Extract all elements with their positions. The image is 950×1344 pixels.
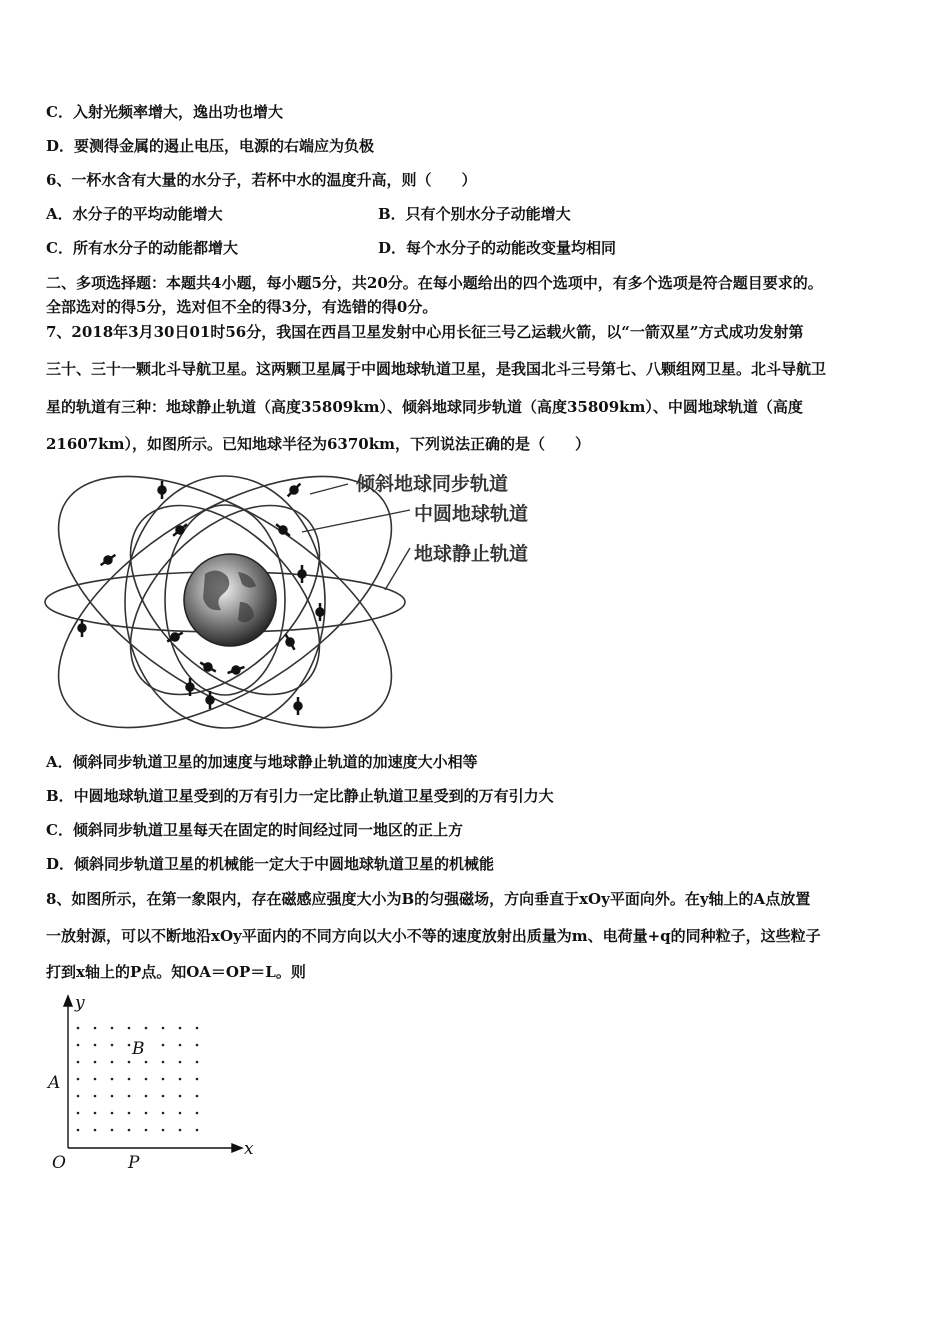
field-dot (196, 1112, 199, 1115)
field-dot (162, 1078, 165, 1081)
field-dot (77, 1095, 80, 1098)
y-axis-arrow (64, 996, 72, 1006)
field-dot (179, 1095, 182, 1098)
q8-stem-line2: 一放射源，可以不断地沿xOy平面内的不同方向以大小不等的速度放射出质量为m、电荷量+q的同种粒子，这些粒子 (46, 927, 821, 945)
field-dot (145, 1112, 148, 1115)
field-dot (196, 1129, 199, 1132)
field-dot (179, 1112, 182, 1115)
q7-stem-line1: 7、2018年3月30日01时56分，我国在西昌卫星发射中心用长征三号乙运载火箭，以“一箭双星”方式成功发射第 (46, 323, 804, 341)
field-dot (77, 1078, 80, 1081)
field-dot (162, 1112, 165, 1115)
field-dot (77, 1061, 80, 1064)
field-dot (145, 1061, 148, 1064)
field-b-label: B (132, 1039, 145, 1059)
q5-option-d: D．要测得金属的遏止电压，电源的右端应为负极 (46, 137, 375, 155)
x-axis-arrow (232, 1144, 242, 1152)
leader-line-inclined (310, 484, 348, 494)
field-dot (128, 1129, 131, 1132)
field-dot (77, 1027, 80, 1030)
label-medium-orbit: 中圆地球轨道 (414, 503, 529, 525)
field-dot (128, 1061, 131, 1064)
axis-label-y: y (75, 993, 85, 1013)
field-dot (179, 1129, 182, 1132)
field-dot (145, 1129, 148, 1132)
q7-stem-line3: 星的轨道有三种：地球静止轨道（高度35809km）、倾斜地球同步轨道（高度35809km）、中圆地球轨道（高度 (46, 398, 803, 416)
field-dot (111, 1078, 114, 1081)
q6-stem: 6、一杯水含有大量的水分子，若杯中水的温度升高，则（ ） (46, 171, 477, 189)
field-dot (94, 1061, 97, 1064)
field-dot (179, 1061, 182, 1064)
field-dot (179, 1044, 182, 1047)
field-dot (77, 1112, 80, 1115)
field-dot (196, 1044, 199, 1047)
field-dot (111, 1112, 114, 1115)
field-dot (111, 1095, 114, 1098)
field-dot (111, 1129, 114, 1132)
q8-stem-line3: 打到x轴上的P点。知OA＝OP＝L。则 (46, 963, 306, 981)
field-dot (77, 1129, 80, 1132)
field-dot (128, 1095, 131, 1098)
leader-line-medium (302, 510, 410, 532)
q6-option-c: C．所有水分子的动能都增大 (46, 239, 238, 257)
field-dot (145, 1078, 148, 1081)
field-dot (162, 1061, 165, 1064)
section2-heading: 二、多项选择题：本题共4小题，每小题5分，共20分。在每小题给出的四个选项中，有多个选项是符合题目要求的。 (46, 274, 823, 292)
field-dot (196, 1027, 199, 1030)
q7-option-c: C．倾斜同步轨道卫星每天在固定的时间经过同一地区的正上方 (46, 821, 463, 839)
field-dot (111, 1027, 114, 1030)
magnetic-field-diagram (40, 990, 270, 1180)
section2-scoring: 全部选对的得5分，选对但不全的得3分，有选错的得0分。 (46, 298, 438, 316)
q7-option-d: D．倾斜同步轨道卫星的机械能一定大于中圆地球轨道卫星的机械能 (46, 855, 495, 873)
field-dot (179, 1027, 182, 1030)
field-dot (196, 1061, 199, 1064)
field-dot (94, 1027, 97, 1030)
field-dot (145, 1027, 148, 1030)
q7-option-a: A．倾斜同步轨道卫星的加速度与地球静止轨道的加速度大小相等 (46, 753, 478, 771)
axis-label-x: x (244, 1139, 254, 1159)
field-dot (179, 1078, 182, 1081)
q7-stem-line4: 21607km），如图所示。已知地球半径为6370km，下列说法正确的是（ ） (46, 435, 590, 453)
field-dot (196, 1095, 199, 1098)
field-dot (128, 1027, 131, 1030)
leader-line-geo (385, 548, 410, 590)
field-dot (111, 1044, 114, 1047)
point-a-label: A (48, 1073, 61, 1093)
origin-label: O (52, 1153, 66, 1173)
orbit-diagram (40, 462, 560, 734)
field-dot (162, 1044, 165, 1047)
field-dot (94, 1129, 97, 1132)
field-dot (94, 1112, 97, 1115)
field-dot (145, 1095, 148, 1098)
label-geostationary-orbit: 地球静止轨道 (414, 543, 529, 565)
earth (184, 554, 276, 646)
field-dot (128, 1044, 131, 1047)
q6-option-d: D．每个水分子的动能改变量均相同 (378, 239, 617, 257)
q5-option-c: C．入射光频率增大，逸出功也增大 (46, 103, 283, 121)
q7-stem-line2: 三十、三十一颗北斗导航卫星。这两颗卫星属于中圆地球轨道卫星，是我国北斗三号第七、八颗组网卫星。北斗导航卫 (46, 360, 827, 378)
field-dot (162, 1027, 165, 1030)
field-dot (77, 1044, 80, 1047)
field-dot (111, 1061, 114, 1064)
q6-option-a: A．水分子的平均动能增大 (46, 205, 223, 223)
field-dot (128, 1078, 131, 1081)
label-inclined-orbit: 倾斜地球同步轨道 (356, 473, 509, 495)
q7-option-b: B．中圆地球轨道卫星受到的万有引力一定比静止轨道卫星受到的万有引力大 (46, 787, 554, 805)
field-dot (196, 1078, 199, 1081)
field-dot (94, 1044, 97, 1047)
point-p-label: P (128, 1153, 140, 1173)
q8-stem-line1: 8、如图所示，在第一象限内，存在磁感应强度大小为B的匀强磁场，方向垂直于xOy平面向外。在y轴上的A点放置 (46, 890, 811, 908)
field-dot (94, 1078, 97, 1081)
field-dot (162, 1129, 165, 1132)
field-dot (94, 1095, 97, 1098)
field-dot (128, 1112, 131, 1115)
field-dot (162, 1095, 165, 1098)
q6-option-b: B．只有个别水分子动能增大 (378, 205, 571, 223)
